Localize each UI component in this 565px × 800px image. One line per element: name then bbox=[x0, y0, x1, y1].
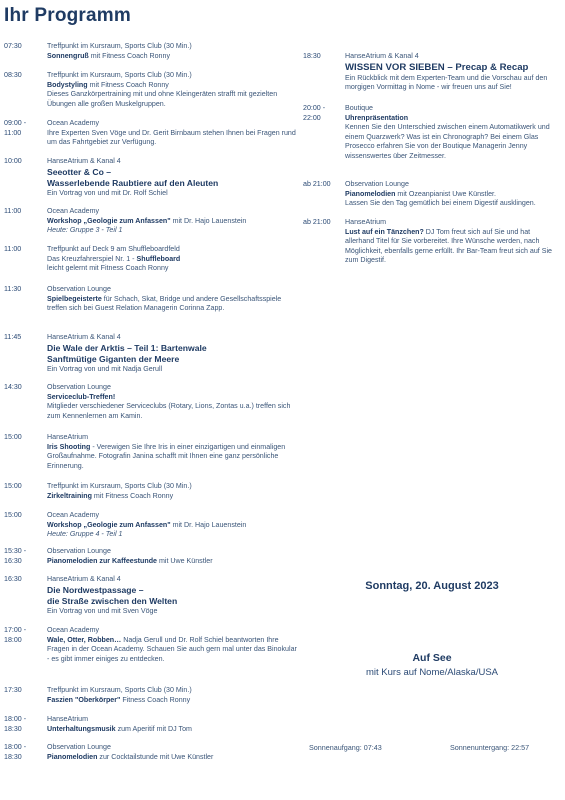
entry-time-start: 07:30 bbox=[4, 42, 22, 50]
entry-body bbox=[47, 482, 298, 501]
entry-description: Ein Vortrag von und mit Sven Vöge bbox=[47, 606, 158, 615]
entry-title-suffix: mit Ozeanpianist Uwe Künstler. bbox=[395, 189, 496, 198]
entry-description: Ihre Experten Sven Vöge und Dr. Gerit Birnbaum stehen Ihnen bei Fragen rund um das Fahrtgebiet zur Verfügung. bbox=[47, 128, 296, 146]
program-entry bbox=[4, 715, 298, 734]
entry-time-end: 16:30 bbox=[4, 556, 22, 565]
entry-body bbox=[47, 383, 298, 421]
program-entry bbox=[4, 119, 298, 148]
entry-title: Shuffleboard bbox=[136, 254, 181, 263]
entry-time bbox=[4, 383, 47, 421]
entry-body bbox=[47, 626, 298, 664]
entry-time-start: 18:30 bbox=[303, 52, 321, 60]
entry-title bbox=[47, 52, 298, 62]
entry-title: Die Wale der Arktis – Teil 1: Bartenwale bbox=[47, 342, 207, 353]
program-entry bbox=[4, 511, 298, 540]
entry-body bbox=[47, 686, 298, 705]
entry-title bbox=[47, 753, 298, 763]
entry-body bbox=[47, 575, 298, 616]
entry-time bbox=[4, 482, 47, 501]
entry-location: Ocean Academy bbox=[47, 626, 100, 634]
entry-time-start: 16:30 bbox=[4, 575, 22, 583]
entry-location: Treffpunkt im Kursraum, Sports Club (30 Min.) bbox=[47, 71, 192, 79]
entry-title-suffix: Nadja Gerull und Dr. Rolf Schiel beantworten Ihre Fragen in der Ocean Academy. Schauen Sie auch gern mal unter das Binokular - es gibt immer einiges zu entdecken. bbox=[47, 635, 297, 663]
entry-body bbox=[47, 42, 298, 61]
entry-time-start: 14:30 bbox=[4, 383, 22, 391]
entry-time bbox=[4, 575, 47, 616]
entry-title bbox=[47, 521, 298, 531]
program-entry bbox=[4, 575, 298, 616]
entry-time bbox=[4, 207, 47, 236]
entry-title-suffix: mit Dr. Hajo Lauenstein bbox=[170, 216, 247, 225]
entry-location: Treffpunkt auf Deck 9 am Shuffleboardfeld bbox=[47, 245, 180, 253]
entry-description: leicht gelernt mit Fitness Coach Ronny bbox=[47, 264, 169, 272]
program-entry bbox=[4, 207, 298, 236]
entry-location: Treffpunkt im Kursraum, Sports Club (30 Min.) bbox=[47, 482, 192, 490]
entry-title-bold: Workshop „Geologie zum Anfassen" bbox=[47, 216, 171, 225]
entry-title bbox=[47, 636, 298, 665]
entry-description: Mitglieder verschiedener Serviceclubs (Rotary, Lions, Zontas u.a.) treffen sich zum Kennenlernen am Kamin. bbox=[47, 402, 291, 420]
entry-title bbox=[47, 81, 298, 91]
entry-time-end: 11:00 bbox=[4, 128, 22, 137]
entry-title-bold: Pianomelodien bbox=[47, 752, 98, 761]
entry-time bbox=[4, 686, 47, 705]
entry-description: Kennen Sie den Unterschied zwischen einem Automatikwerk und einem Quarzwerk? Was ist ein Chronograph? Bei einem Glas Prosecco erfahren Sie von der Boutique Managerin Jenny wissenswertes über Zeitmesser. bbox=[345, 123, 550, 160]
entry-description: Dieses Ganzkörpertraining mit und ohne Kleingeräten strafft mit gezielten Übungen alle großen Muskelgruppen. bbox=[47, 90, 278, 108]
program-entry bbox=[4, 626, 298, 664]
entry-location: HanseAtrium & Kanal 4 bbox=[345, 52, 419, 60]
program-entry bbox=[4, 383, 298, 421]
entry-time bbox=[4, 245, 47, 274]
entry-location: HanseAtrium bbox=[47, 715, 89, 723]
entry-title-bold: Lust auf ein Tänzchen? bbox=[345, 227, 424, 236]
entry-title bbox=[47, 492, 298, 502]
at-sea-heading: Auf See bbox=[412, 652, 452, 664]
entry-time bbox=[4, 715, 47, 734]
entry-location: Treffpunkt im Kursraum, Sports Club (30 Min.) bbox=[47, 686, 192, 694]
program-entry bbox=[303, 180, 561, 209]
entry-title-suffix: zum Aperitif mit DJ Tom bbox=[115, 724, 192, 733]
entry-location: Treffpunkt im Kursraum, Sports Club (30 Min.) bbox=[47, 42, 192, 50]
entry-title bbox=[345, 114, 561, 124]
program-entry bbox=[4, 743, 298, 762]
entry-title-suffix: zur Cocktailstunde mit Uwe Künstler bbox=[97, 752, 214, 761]
entry-description: Ein Rückblick mit dem Experten-Team und die Vorschau auf den morgigen Vormittag in Nome - wir freuen uns auf Sie! bbox=[345, 73, 548, 91]
entry-title bbox=[47, 217, 298, 227]
sunrise-text: Sonnenaufgang: 07:43 bbox=[309, 743, 382, 752]
entry-location: Observation Lounge bbox=[345, 180, 409, 188]
program-entry bbox=[4, 686, 298, 705]
entry-title-suffix: - Verewigen Sie Ihre Iris in einer einzigartigen und einmaligen Großaufnahme. Fotografin Janina schafft mit Ihnen eine ganz persönliche Erinnerung. bbox=[47, 442, 286, 470]
entry-body bbox=[47, 245, 298, 274]
entry-title: WISSEN VOR SIEBEN – Precap & Recap bbox=[345, 61, 529, 73]
entry-location: Ocean Academy bbox=[47, 119, 100, 127]
entry-time-start: 15:00 bbox=[4, 511, 22, 519]
program-entry bbox=[303, 104, 561, 161]
entry-title-bold: Uhrenpräsentation bbox=[345, 113, 409, 122]
entry-body bbox=[345, 218, 561, 266]
entry-location: HanseAtrium & Kanal 4 bbox=[47, 157, 121, 165]
entry-time-end: 18:30 bbox=[4, 752, 22, 761]
entry-time-end: 22:00 bbox=[303, 113, 321, 122]
entry-title-bold: Unterhaltungsmusik bbox=[47, 724, 116, 733]
entry-location: HanseAtrium bbox=[47, 433, 89, 441]
entry-title: Die Nordwestpassage – bbox=[47, 584, 144, 595]
entry-title-bold: Pianomelodien bbox=[345, 189, 396, 198]
entry-title bbox=[345, 190, 561, 200]
entry-location: HanseAtrium & Kanal 4 bbox=[47, 333, 121, 341]
entry-title-bold: Spielbegeisterte bbox=[47, 294, 102, 303]
program-entry bbox=[4, 245, 298, 274]
entry-title-suffix: für Schach, Skat, Bridge und andere Gesellschaftsspiele treffen sich bei Guest Relation Managerin Corinna Zapp. bbox=[47, 294, 282, 312]
entry-title-bold: Serviceclub-Treffen! bbox=[47, 392, 116, 401]
entry-time-end: 18:00 bbox=[4, 635, 22, 644]
entry-time bbox=[303, 218, 345, 266]
entry-body bbox=[47, 547, 298, 566]
entry-title-bold: Faszien "Oberkörper" bbox=[47, 695, 121, 704]
entry-title-bold: Pianomelodien zur Kaffeestunde bbox=[47, 556, 157, 565]
entry-body bbox=[345, 180, 561, 209]
entry-time-start: 15:30 - bbox=[4, 547, 27, 555]
program-entry bbox=[4, 547, 298, 566]
entry-line-text: Das Kreuzfahrerspiel Nr. 1 - bbox=[47, 254, 137, 263]
route-text: mit Kurs auf Nome/Alaska/USA bbox=[366, 667, 498, 678]
entry-time-end: 18:30 bbox=[4, 724, 22, 733]
entry-title-bold: Workshop „Geologie zum Anfassen" bbox=[47, 520, 171, 529]
entry-time-start: 18:00 - bbox=[4, 743, 27, 751]
entry-time bbox=[4, 547, 47, 566]
entry-time bbox=[4, 626, 47, 664]
entry-body bbox=[47, 157, 298, 198]
entry-body bbox=[47, 511, 298, 540]
entry-title-suffix: mit Fitness Coach Ronny bbox=[88, 51, 170, 60]
entry-title-bold: Iris Shooting bbox=[47, 442, 91, 451]
entry-time-start: 11:45 bbox=[4, 333, 22, 341]
entry-title-bold: Zirkeltraining bbox=[47, 491, 92, 500]
entry-description: Ein Vortrag von und mit Nadja Gerull bbox=[47, 364, 163, 373]
entry-time bbox=[4, 119, 47, 148]
entry-title-bold: Sonnengruß bbox=[47, 51, 89, 60]
entry-title-suffix: DJ Tom freut sich auf Sie und hat allerhand Titel für Sie vorbereitet. Ihre Wünsche werden, nach Möglichkeit, ebenfalls gerne erfüllt. Ihr Bar-Team freut sich auf Sie zum Digestif. bbox=[345, 227, 552, 264]
entry-location: Ocean Academy bbox=[47, 207, 100, 215]
entry-time bbox=[4, 333, 47, 374]
entry-subtitle: die Straße zwischen den Welten bbox=[47, 595, 178, 606]
page-title: Ihr Programm bbox=[4, 5, 131, 26]
entry-title bbox=[47, 393, 298, 403]
entry-subtitle: Wasserlebende Raubtiere auf den Aleuten bbox=[47, 177, 219, 188]
entry-note: Heute: Gruppe 3 - Teil 1 bbox=[47, 226, 123, 234]
entry-body bbox=[47, 71, 298, 109]
entry-body bbox=[47, 119, 298, 148]
entry-location: Observation Lounge bbox=[47, 383, 111, 391]
entry-location: Ocean Academy bbox=[47, 511, 100, 519]
entry-title-suffix: mit Fitness Coach Ronny bbox=[87, 80, 169, 89]
entry-time-start: 15:00 bbox=[4, 433, 22, 441]
entry-subtitle: Sanftmütige Giganten der Meere bbox=[47, 353, 180, 364]
program-entry bbox=[4, 482, 298, 501]
entry-body bbox=[47, 743, 298, 762]
entry-time bbox=[4, 285, 47, 314]
entry-time-start: ab 21:00 bbox=[303, 180, 331, 188]
entry-location: Observation Lounge bbox=[47, 743, 111, 751]
entry-location: Observation Lounge bbox=[47, 285, 111, 293]
entry-time bbox=[4, 743, 47, 762]
entry-body bbox=[47, 285, 298, 314]
entry-title bbox=[47, 725, 298, 735]
program-entry bbox=[303, 52, 561, 93]
entry-time bbox=[4, 157, 47, 198]
entry-time bbox=[4, 42, 47, 61]
entry-title-suffix: mit Dr. Hajo Lauenstein bbox=[170, 520, 247, 529]
entry-body bbox=[47, 715, 298, 734]
entry-location: HanseAtrium & Kanal 4 bbox=[47, 575, 121, 583]
entry-time bbox=[303, 104, 345, 161]
entry-time-start: 10:00 bbox=[4, 157, 22, 165]
entry-title-suffix: Fitness Coach Ronny bbox=[120, 695, 191, 704]
entry-body bbox=[47, 207, 298, 236]
date-heading: Sonntag, 20. August 2023 bbox=[365, 580, 499, 592]
entry-description: Ein Vortrag von und mit Dr. Rolf Schiel bbox=[47, 188, 168, 197]
entry-title-bold: Bodystyling bbox=[47, 80, 88, 89]
program-entry bbox=[4, 333, 298, 374]
entry-time-start: 20:00 - bbox=[303, 104, 326, 112]
entry-time bbox=[4, 433, 47, 471]
program-entry bbox=[4, 285, 298, 314]
entry-time-start: 17:30 bbox=[4, 686, 22, 694]
entry-time-start: 17:00 - bbox=[4, 626, 27, 634]
entry-title bbox=[47, 557, 298, 567]
entry-title bbox=[47, 696, 298, 706]
entry-time bbox=[4, 511, 47, 540]
sunset-text: Sonnenuntergang: 22:57 bbox=[450, 743, 530, 752]
entry-title bbox=[47, 443, 298, 472]
entry-description: Lassen Sie den Tag gemütlich bei einem Digestif ausklingen. bbox=[345, 199, 536, 207]
entry-location: Boutique bbox=[345, 104, 374, 112]
entry-time bbox=[303, 52, 345, 93]
program-entry bbox=[4, 71, 298, 109]
entry-body bbox=[345, 104, 561, 161]
entry-location: Observation Lounge bbox=[47, 547, 111, 555]
program-entry bbox=[4, 42, 298, 61]
entry-time bbox=[4, 71, 47, 109]
entry-body bbox=[345, 52, 561, 93]
entry-time-start: 11:00 bbox=[4, 207, 22, 215]
entry-title bbox=[345, 228, 561, 266]
program-entry bbox=[4, 433, 298, 471]
entry-time-start: 08:30 bbox=[4, 71, 22, 79]
entry-time-start: 09:00 - bbox=[4, 119, 27, 127]
entry-time bbox=[303, 180, 345, 209]
entry-body bbox=[47, 333, 298, 374]
entry-time-start: 11:30 bbox=[4, 285, 22, 293]
entry-title-suffix: mit Uwe Künstler bbox=[156, 556, 213, 565]
entry-body bbox=[47, 433, 298, 471]
entry-time-start: 18:00 - bbox=[4, 715, 27, 723]
entry-line bbox=[47, 255, 298, 265]
entry-time-start: 11:00 bbox=[4, 245, 22, 253]
program-entry bbox=[4, 157, 298, 198]
entry-time-start: ab 21:00 bbox=[303, 218, 331, 226]
entry-time-start: 15:00 bbox=[4, 482, 22, 490]
entry-title: Seeotter & Co – bbox=[47, 166, 111, 177]
entry-note: Heute: Gruppe 4 - Teil 1 bbox=[47, 530, 123, 538]
entry-title-bold: Wale, Otter, Robben… bbox=[47, 635, 122, 644]
program-entry bbox=[303, 218, 561, 266]
entry-location: HanseAtrium bbox=[345, 218, 387, 226]
entry-title bbox=[47, 295, 298, 314]
entry-title-suffix: mit Fitness Coach Ronny bbox=[91, 491, 174, 500]
